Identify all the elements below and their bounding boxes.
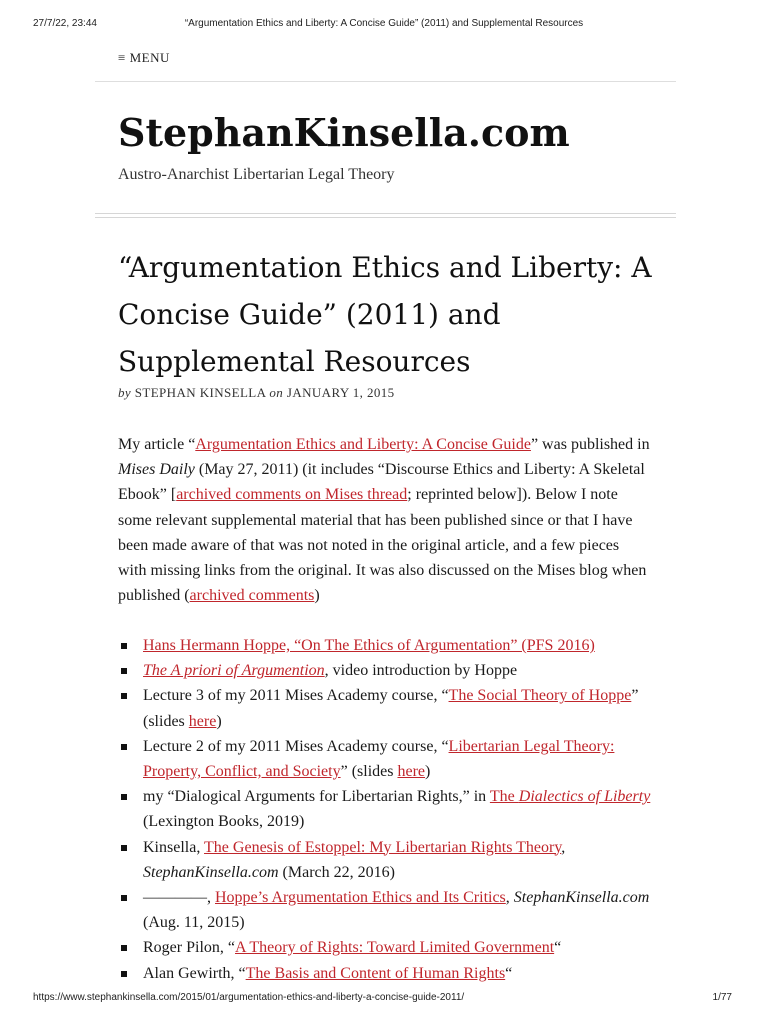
list-item [143,633,675,658]
list-item [143,961,675,986]
archived-comments-mises-link[interactable]: archived comments on Mises thread [176,486,408,504]
list-item [143,835,675,885]
item-text: Kinsella, [143,838,205,856]
item-text: , video introduction by Hoppe [324,662,518,680]
list-item [143,935,675,960]
list-item [143,784,675,834]
item-text: “ [554,939,562,957]
intro-text: ) [314,587,320,605]
item-text: Roger Pilon, “ [143,939,235,957]
print-document-title: “Argumentation Ethics and Liberty: A Concise Guide” (2011) and Supplemental Resources [184,18,584,29]
genesis-of-estoppel-link[interactable]: The Genesis of Estoppel: My Libertarian Rights Theory [204,838,562,856]
intro-text: ; reprinted below]). Below I note some relevant supplemental material that has been published since or that I have been made aware of that was not noted in the original article, and a few pieces with missing links from the original. It was also discussed on the Mises blog when published ( [118,486,647,605]
item-text: (March 22, 2016) [278,863,395,881]
menu-toggle-button[interactable]: ≡ MENU [118,50,170,65]
item-text: , [561,838,566,856]
post-title: “Argumentation Ethics and Liberty: A Concise Guide” (2011) and Supplemental Resources [118,251,652,378]
hoppe-argumentation-critics-link[interactable]: Hoppe’s Argumentation Ethics and Its Critics [215,889,506,907]
print-footer [0,992,768,1006]
intro-text: (May 27, 2011) (it includes “Discourse Ethics and Liberty: A Skeletal Ebook” [ [118,461,645,504]
item-text: ————, [143,889,215,907]
post-date: JANUARY 1, 2015 [286,385,395,400]
post-intro [118,432,650,608]
intro-text: ” was published in [530,436,650,453]
header-divider [95,81,676,82]
intro-text: My article “ [118,436,196,453]
print-page-number: 1/77 [712,992,732,1003]
list-item [143,734,675,784]
intro-paragraph [118,432,650,608]
hoppe-ethics-argumentation-link[interactable]: Hans Hermann Hoppe, “On The Ethics of Argumentation” (PFS 2016) [143,637,595,654]
item-text: Lecture 3 of my 2011 Mises Academy course, “ [143,687,449,705]
slides-here-link[interactable]: here [397,763,425,781]
item-text: ) [216,712,222,730]
post-author: STEPHAN KINSELLA [134,385,266,400]
link-text: Dialectics of Liberty [518,788,651,806]
human-rights-basis-link[interactable]: The Basis and Content of Human Rights [245,964,506,982]
mises-daily-text: Mises Daily [118,461,195,479]
byline-on-word: on [269,385,284,400]
site-title-link[interactable]: StephanKinsella.com [118,110,570,155]
concise-guide-link[interactable]: Argumentation Ethics and Liberty: A Concise Guide [195,436,531,453]
print-header [0,18,768,32]
site-name-text: StephanKinsella.com [513,889,650,907]
resources-list [118,633,675,986]
item-text: ) [425,763,431,781]
item-text: Lecture 2 of my 2011 Mises Academy course, “ [143,737,449,755]
item-text: (Lexington Books, 2019) [143,813,305,831]
post-byline [118,385,395,401]
item-text: Alan Gewirth, “ [143,964,246,982]
link-text: The [489,788,519,806]
a-priori-argumention-link[interactable]: The A priori of Argumention [143,662,325,680]
archived-comments-link[interactable]: archived comments [189,587,315,605]
item-text: ” (slides [340,763,398,781]
print-timestamp: 27/7/22, 23:44 [33,18,97,29]
libertarian-legal-theory-link[interactable]: Libertarian Legal Theory: Property, Conflict, and Society [143,737,615,781]
item-text: “ [505,964,513,982]
item-text: ” (slides [143,687,639,730]
list-item [143,885,675,935]
byline-by-word: by [118,385,132,400]
slides-here-link[interactable]: here [188,712,217,730]
theory-of-rights-link[interactable]: A Theory of Rights: Toward Limited Government [235,939,555,957]
list-item [143,658,675,683]
site-name-text: StephanKinsella.com [143,863,279,881]
social-theory-hoppe-link[interactable]: The Social Theory of Hoppe [448,687,632,705]
masthead-divider [95,213,676,218]
item-text: , [505,889,514,907]
site-tagline: Austro-Anarchist Libertarian Legal Theory [118,166,395,183]
dialectics-of-liberty-link[interactable] [490,788,650,805]
item-text: (Aug. 11, 2015) [143,914,245,932]
list-item [143,683,675,733]
item-text: my “Dialogical Arguments for Libertarian Rights,” in [143,788,490,806]
print-url: https://www.stephankinsella.com/2015/01/argumentation-ethics-and-liberty-a-concise-guide-2011/ [33,992,465,1003]
